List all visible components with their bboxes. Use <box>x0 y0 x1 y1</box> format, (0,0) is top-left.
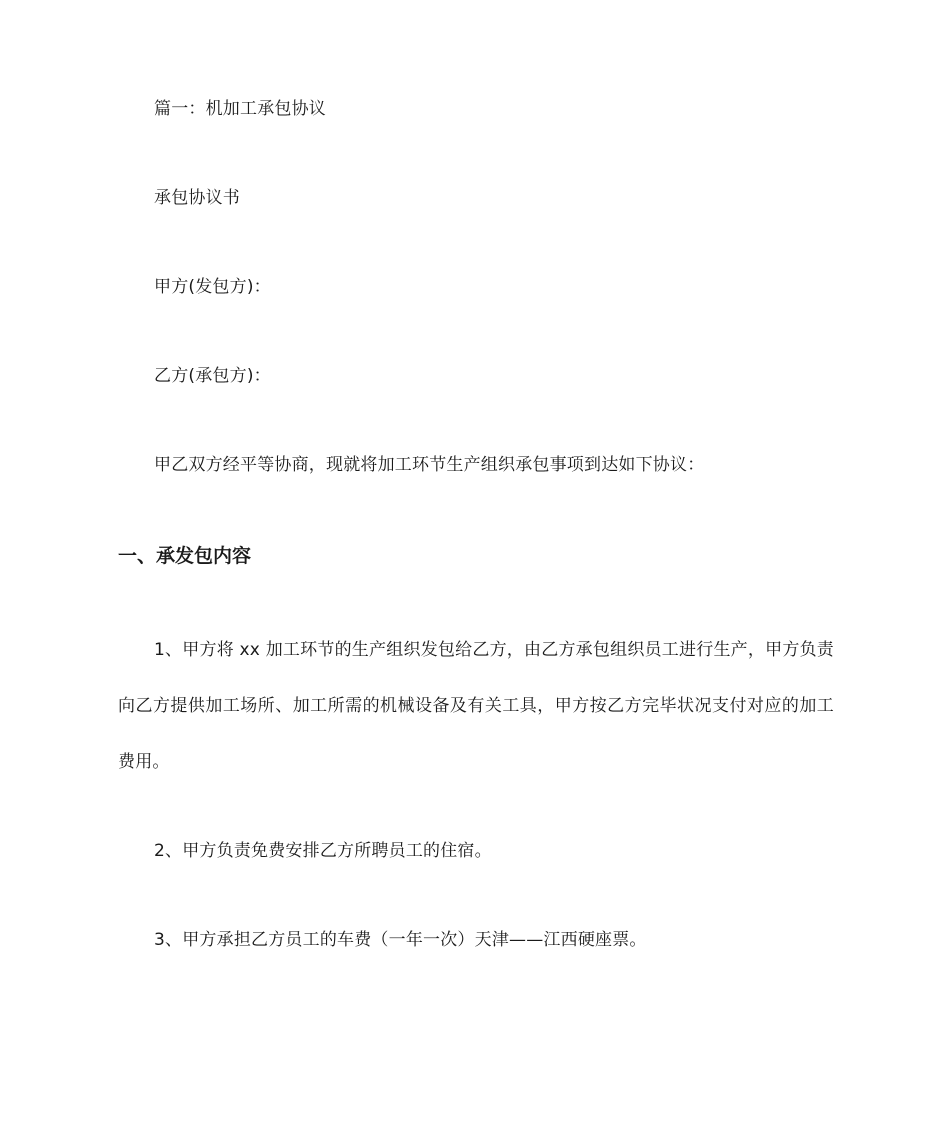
section-1-item-1: 1、甲方将 xx 加工环节的生产组织发包给乙方，由乙方承包组织员工进行生产，甲方负责向乙方提供加工场所、加工所需的机械设备及有关工具，甲方按乙方完毕状况支付对应的加工费用。 <box>118 640 834 772</box>
section-1-item-2: 2、甲方负责免费安排乙方所聘员工的住宿。 <box>154 841 492 861</box>
preamble-paragraph: 甲乙双方经平等协商，现就将加工环节生产组织承包事项到达如下协议： <box>154 455 705 475</box>
section-1-item-3: 3、甲方承担乙方员工的车费（一年一次）天津——江西硬座票。 <box>154 930 647 950</box>
party-b-line: 乙方(承包方)： <box>154 366 271 386</box>
section-1-heading: 一、承发包内容 <box>118 545 252 567</box>
document-subtitle: 承包协议书 <box>154 188 240 208</box>
party-a-line: 甲方(发包方)： <box>154 277 271 297</box>
document-title-line: 篇一：机加工承包协议 <box>154 99 326 119</box>
